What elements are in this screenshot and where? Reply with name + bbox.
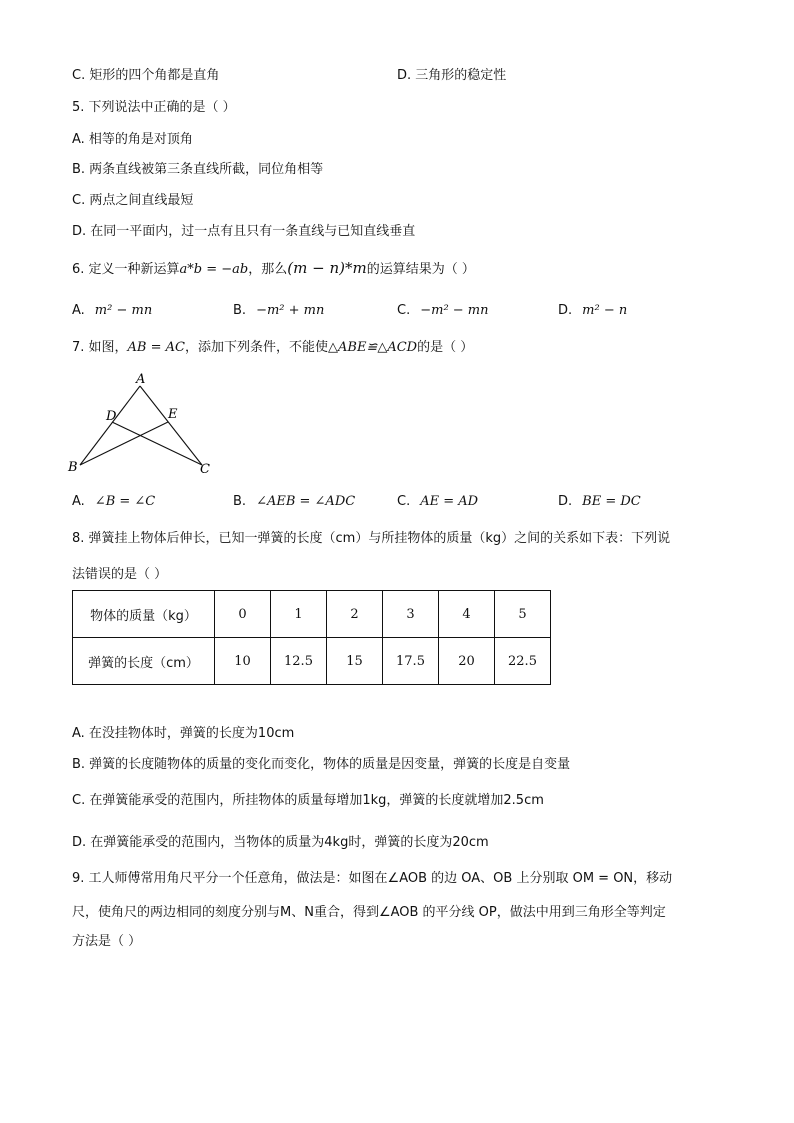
q6-expression: (m − n)*m [287, 259, 367, 277]
table-cell: 1 [271, 591, 327, 638]
q8-data-table [72, 590, 551, 685]
table-cell: 4 [439, 591, 495, 638]
q6-stem-mid: ，那么 [248, 262, 288, 277]
q6-definition: a*b = −ab [179, 262, 249, 277]
table-cell: 10 [215, 638, 271, 685]
table-cell: 17.5 [383, 638, 439, 685]
q5-option-b: B. 两条直线被第三条直线所截，同位角相等 [72, 162, 324, 177]
table-cell: 3 [383, 591, 439, 638]
q4-option-d: D. 三角形的稳定性 [397, 68, 507, 83]
q7-option-d: D. BE = DC [558, 494, 641, 509]
q7-stem-prefix: 7. 如图， [72, 340, 128, 355]
table-row-length [73, 638, 551, 685]
q6-stem-suffix: 的运算结果为（ ） [366, 262, 475, 277]
label-e: E [168, 407, 178, 422]
q5-option-d: D. 在同一平面内，过一点有且只有一条直线与已知直线垂直 [72, 224, 416, 239]
table-header-length: 弹簧的长度（cm） [73, 638, 215, 685]
q6-option-a: A. m² − mn [72, 303, 153, 318]
table-cell: 5 [495, 591, 551, 638]
q4-option-c: C. 矩形的四个角都是直角 [72, 68, 220, 83]
table-header-mass: 物体的质量（kg） [73, 591, 215, 638]
q9-line2: 尺，使角尺的两边相同的刻度分别与M、N重合，得到∠AOB 的平分线 OP，做法中用到三角形全等判定 [72, 905, 666, 920]
q7-stem-mid: ，添加下列条件，不能使 [184, 340, 328, 355]
q6-stem-prefix: 6. 定义一种新运算 [72, 262, 180, 277]
q8-stem-line2: 法错误的是（ ） [72, 567, 168, 582]
q8-stem-line1: 8. 弹簧挂上物体后伸长，已知一弹簧的长度（cm）与所挂物体的质量（kg）之间的关系如下表：下列说 [72, 531, 671, 546]
q7-option-a: A. ∠B = ∠C [72, 494, 156, 509]
q8-option-a: A. 在没挂物体时，弹簧的长度为10cm [72, 726, 295, 741]
q6-stem [72, 258, 475, 280]
q7-condition: AB = AC [127, 340, 185, 355]
label-a: A [136, 372, 146, 387]
table-cell: 15 [327, 638, 383, 685]
q5-option-a: A. 相等的角是对顶角 [72, 132, 193, 147]
label-c: C [200, 462, 210, 477]
q7-option-c: C. AE = AD [397, 494, 479, 509]
q8-option-b: B. 弹簧的长度随物体的质量的变化而变化，物体的质量是因变量，弹簧的长度是自变量 [72, 757, 571, 772]
table-cell: 20 [439, 638, 495, 685]
q7-stem-suffix: 的是（ ） [417, 340, 474, 355]
table-row-mass [73, 591, 551, 638]
q6-option-d: D. m² − n [558, 303, 628, 318]
table-cell: 0 [215, 591, 271, 638]
q7-stem [72, 338, 473, 358]
q9-line3: 方法是（ ） [72, 934, 142, 949]
q5-stem: 5. 下列说法中正确的是（ ） [72, 100, 236, 115]
table-cell: 12.5 [271, 638, 327, 685]
q9-line1: 9. 工人师傅常用角尺平分一个任意角，做法是：如图在∠AOB 的边 OA、OB 上分别取 OM = ON，移动 [72, 871, 673, 886]
q8-option-c: C. 在弹簧能承受的范围内，所挂物体的质量每增加1kg，弹簧的长度就增加2.5cm [72, 793, 544, 808]
table-cell: 22.5 [495, 638, 551, 685]
q8-option-d: D. 在弹簧能承受的范围内，当物体的质量为4kg时，弹簧的长度为20cm [72, 835, 489, 850]
label-d: D [106, 409, 117, 424]
table-cell: 2 [327, 591, 383, 638]
q7-congruence: △ABE≌△ACD [328, 340, 418, 355]
label-b: B [68, 460, 78, 475]
q6-option-b: B. −m² + mn [233, 303, 325, 318]
q7-triangle-figure [64, 368, 224, 478]
q6-option-c: C. −m² − mn [397, 303, 489, 318]
q5-option-c: C. 两点之间直线最短 [72, 193, 194, 208]
q7-option-b: B. ∠AEB = ∠ADC [233, 494, 356, 509]
